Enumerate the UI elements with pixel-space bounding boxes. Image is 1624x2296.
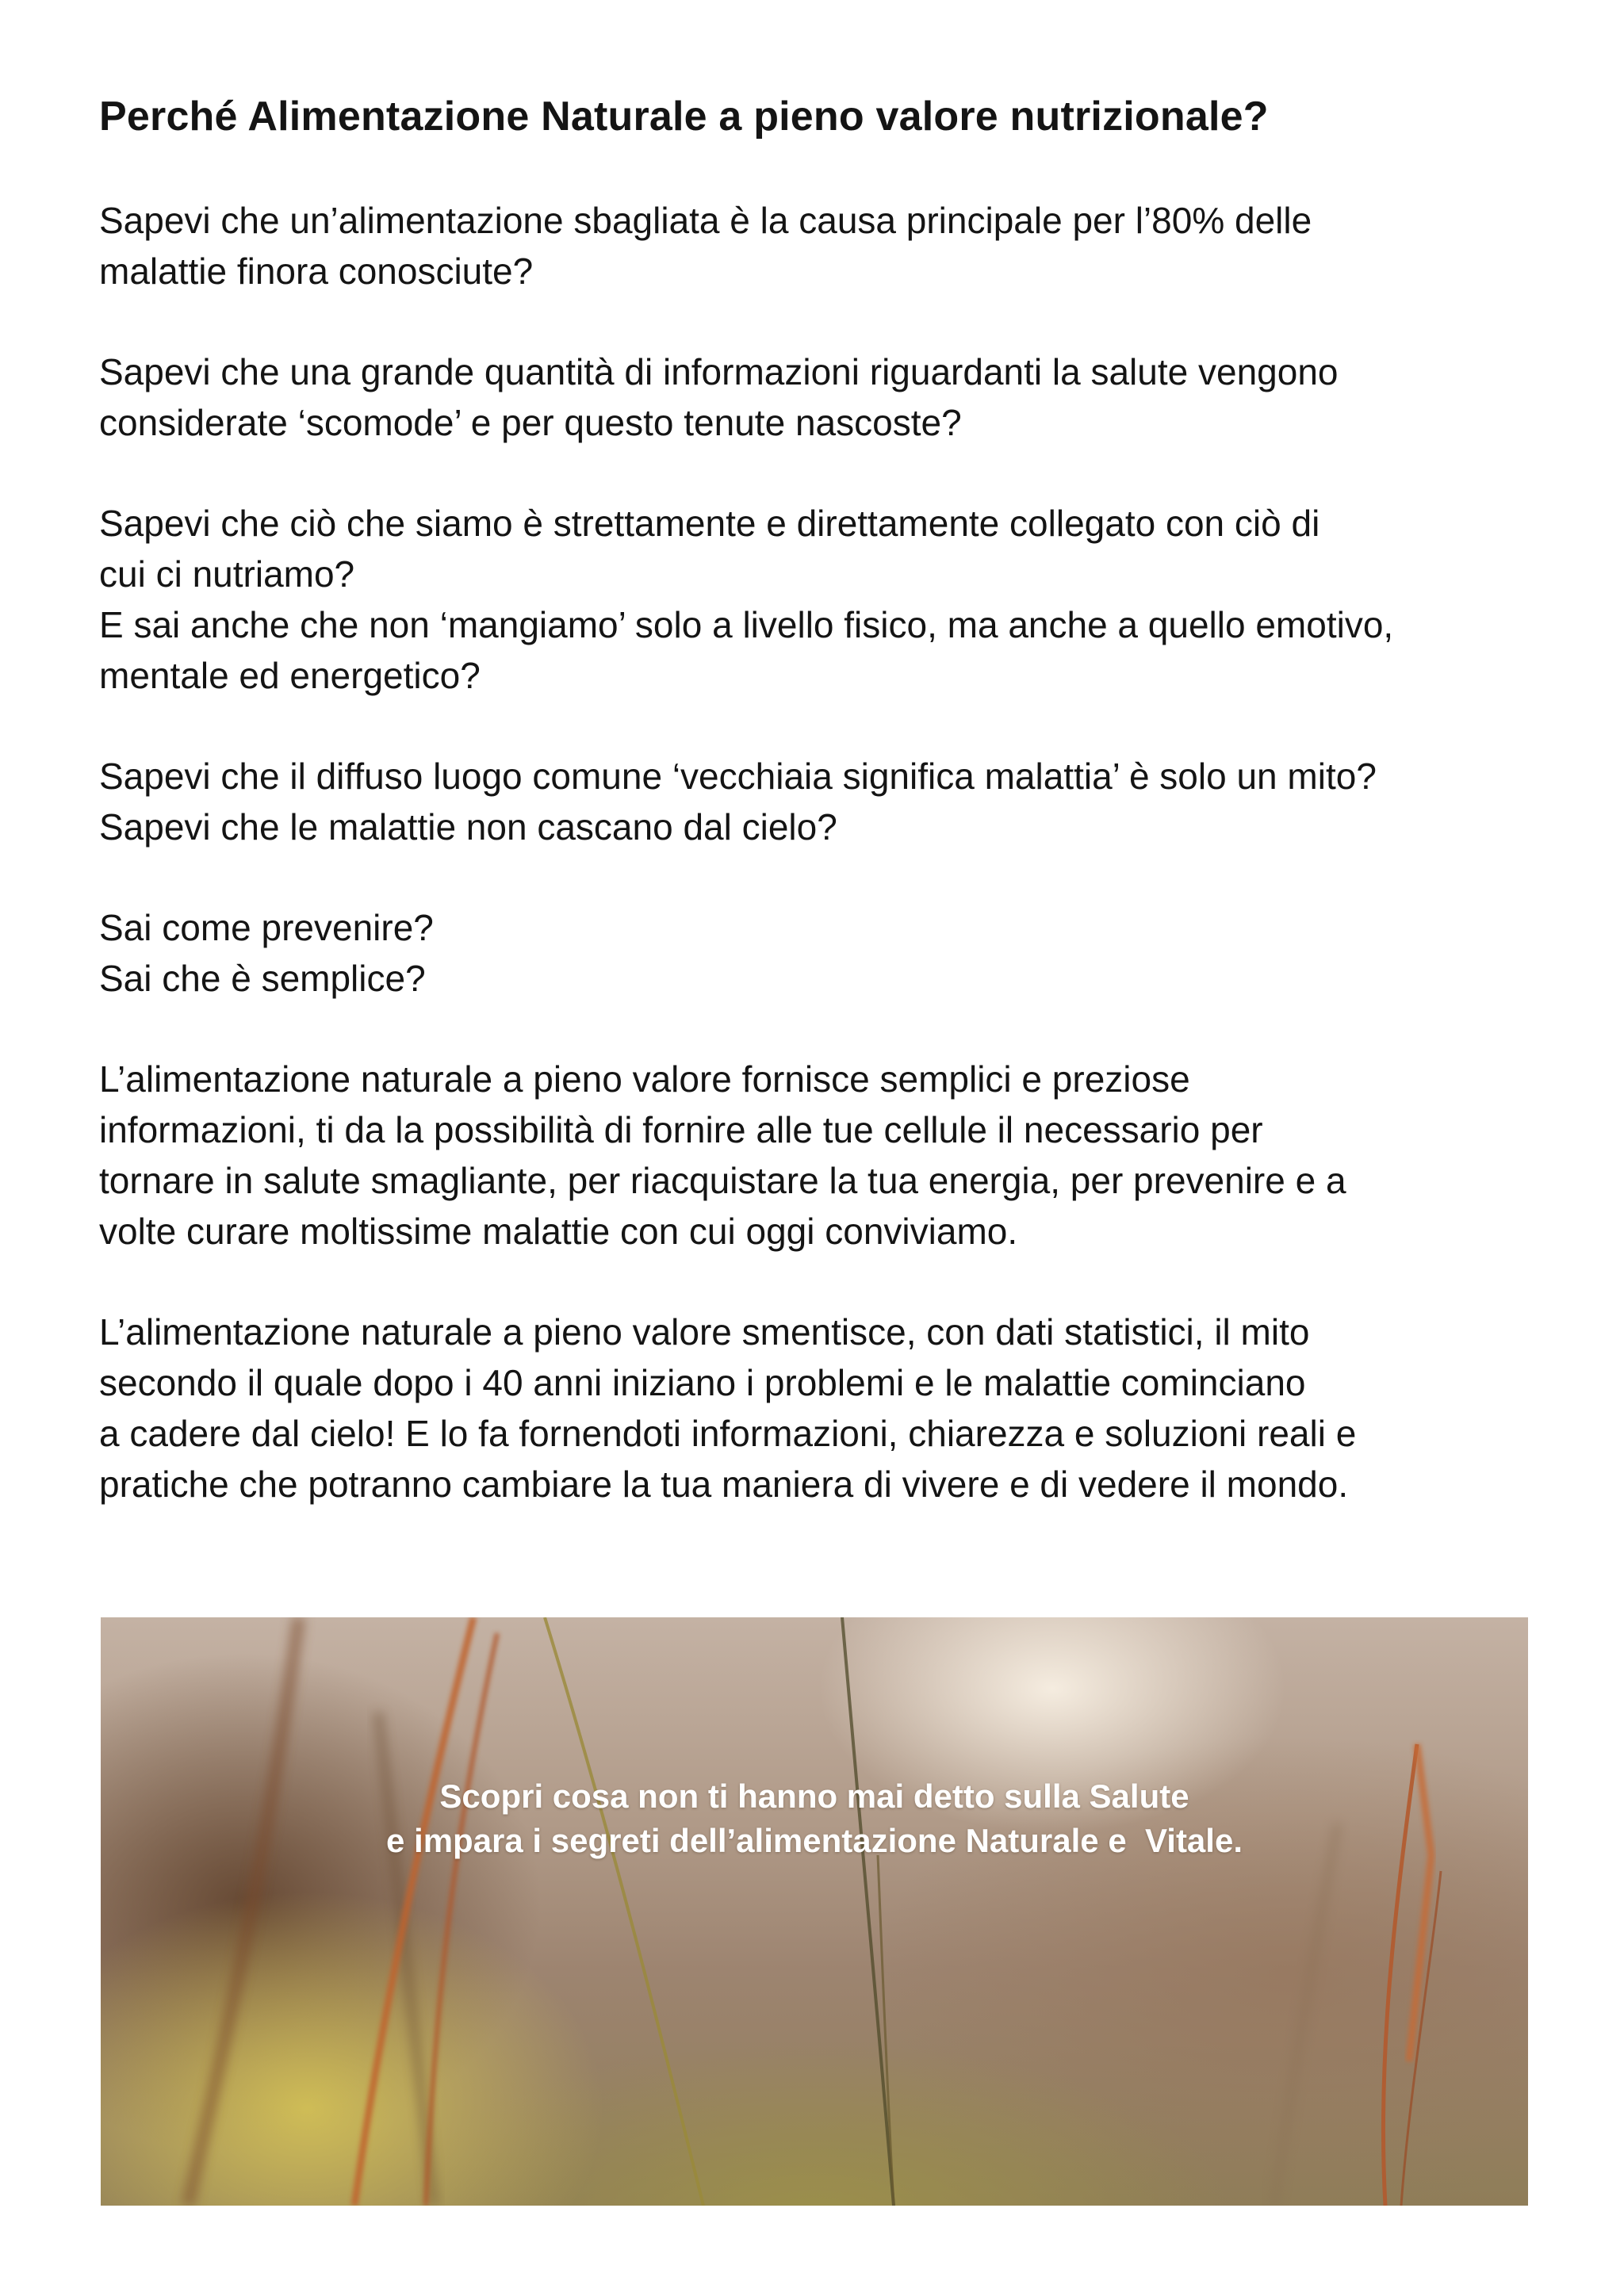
text-line: volte curare moltissime malattie con cui oggi conviviamo.	[99, 1211, 1018, 1252]
text-line: E sai anche che non ‘mangiamo’ solo a livello fisico, ma anche a quello emotivo,	[99, 604, 1394, 645]
text-line: Sapevi che una grande quantità di informazioni riguardanti la salute vengono	[99, 351, 1339, 392]
text-line: Sapevi che ciò che siamo è strettamente e direttamente collegato con ciò di	[99, 503, 1320, 544]
text-line: Sai che è semplice?	[99, 958, 426, 999]
paragraph-6	[99, 1054, 1542, 1257]
banner-image	[101, 1617, 1528, 2206]
text-line: L’alimentazione naturale a pieno valore fornisce semplici e preziose	[99, 1058, 1190, 1100]
grass-stalks-illustration	[101, 1617, 1528, 2206]
text-line: pratiche che potranno cambiare la tua maniera di vivere e di vedere il mondo.	[99, 1464, 1349, 1505]
text-line: Sapevi che un’alimentazione sbagliata è la causa principale per l’80% delle	[99, 200, 1312, 241]
paragraph-3	[99, 498, 1542, 701]
text-line: Sai come prevenire?	[99, 907, 434, 948]
text-line: Sapevi che le malattie non cascano dal cielo?	[99, 806, 837, 848]
paragraph-7	[99, 1307, 1542, 1510]
text-line: L’alimentazione naturale a pieno valore smentisce, con dati statistici, il mito	[99, 1311, 1310, 1353]
text-line: informazioni, ti da la possibilità di fornire alle tue cellule il necessario per	[99, 1109, 1263, 1150]
paragraph-5	[99, 902, 1542, 1004]
banner-line: e impara i segreti dell’alimentazione Naturale e Vitale.	[386, 1822, 1243, 1859]
body-text	[99, 195, 1542, 1559]
text-line: Sapevi che il diffuso luogo comune ‘vecchiaia significa malattia’ è solo un mito?	[99, 756, 1377, 797]
text-line: mentale ed energetico?	[99, 655, 481, 696]
page-title: Perché Alimentazione Naturale a pieno valore nutrizionale?	[99, 94, 1269, 140]
text-line: secondo il quale dopo i 40 anni iniziano i problemi e le malattie cominciano	[99, 1362, 1306, 1403]
text-line: cui ci nutriamo?	[99, 553, 355, 595]
paragraph-1	[99, 195, 1542, 297]
banner-line: Scopri cosa non ti hanno mai detto sulla Salute	[439, 1777, 1189, 1815]
text-line: a cadere dal cielo! E lo fa fornendoti informazioni, chiarezza e soluzioni reali e	[99, 1413, 1357, 1454]
paragraph-2	[99, 346, 1542, 448]
text-line: tornare in salute smagliante, per riacquistare la tua energia, per prevenire e a	[99, 1160, 1346, 1201]
text-line: malattie finora conosciute?	[99, 251, 534, 292]
paragraph-4	[99, 751, 1542, 852]
banner-caption	[101, 1774, 1528, 1863]
text-line: considerate ‘scomode’ e per questo tenute nascoste?	[99, 402, 962, 443]
